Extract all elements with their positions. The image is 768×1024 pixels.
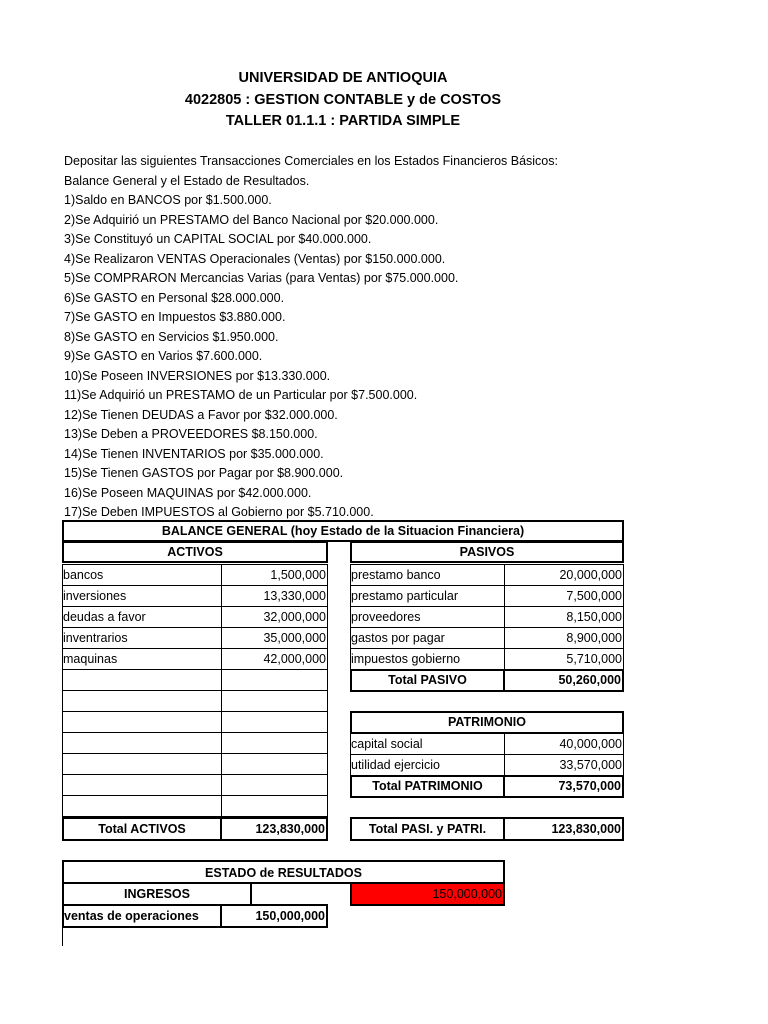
instruction-line: 8)Se GASTO en Servicios $1.950.000. [64, 329, 279, 344]
total-activos-label: Total ACTIVOS [62, 817, 222, 841]
total-patrimonio-value: 73,570,000 [503, 775, 624, 798]
activo-label: inventrarios [62, 627, 222, 649]
ingresos-value: 150,000,000 [350, 882, 505, 906]
pasivos-header: PASIVOS [350, 541, 624, 563]
instruction-line: 17)Se Deben IMPUESTOS al Gobierno por $5.710.000. [64, 505, 374, 519]
instruction-line: 14)Se Tienen INVENTARIOS por $35.000.000. [64, 446, 324, 461]
pasivo-label: gastos por pagar [350, 627, 505, 649]
pasivo-label: impuestos gobierno [350, 648, 505, 670]
total-pasi-patri-label: Total PASI. y PATRI. [350, 817, 505, 841]
pasivo-value: 7,500,000 [504, 585, 624, 607]
pasivo-value: 5,710,000 [504, 648, 624, 670]
pasivo-value: 20,000,000 [504, 564, 624, 586]
instruction-line: 4)Se Realizaron VENTAS Operacionales (Ventas) por $150.000.000. [64, 251, 446, 266]
ventas-label: ventas de operaciones [62, 904, 222, 928]
instruction-line: 11)Se Adquirió un PRESTAMO de un Particular por $7.500.000. [64, 388, 418, 402]
instruction-line: Balance General y el Estado de Resultados. [64, 173, 310, 188]
pasivo-label: prestamo banco [350, 564, 505, 586]
pasivo-label: proveedores [350, 606, 505, 628]
total-activos-value: 123,830,000 [220, 817, 328, 841]
empty-cell [62, 732, 222, 754]
instructions-list [64, 152, 558, 523]
empty-cell [62, 795, 222, 817]
activo-value: 32,000,000 [221, 606, 328, 628]
empty-cell [221, 690, 328, 712]
activo-label: bancos [62, 564, 222, 586]
empty-cell [62, 774, 222, 796]
instruction-line: 1)Saldo en BANCOS por $1.500.000. [64, 193, 272, 207]
activo-value: 1,500,000 [221, 564, 328, 586]
total-patrimonio-label: Total PATRIMONIO [350, 775, 505, 798]
instruction-line: 10)Se Poseen INVERSIONES por $13.330.000. [64, 368, 331, 383]
activo-label: deudas a favor [62, 606, 222, 628]
total-pasi-patri-value: 123,830,000 [503, 817, 624, 841]
activo-value: 42,000,000 [221, 648, 328, 670]
workshop-title: TALLER 01.1.1 : PARTIDA SIMPLE [225, 113, 461, 129]
empty-cell [221, 795, 328, 817]
total-pasivo-value: 50,260,000 [503, 669, 624, 692]
activo-label: maquinas [62, 648, 222, 670]
empty-cell [62, 669, 222, 691]
instruction-line: 9)Se GASTO en Varios $7.600.000. [64, 349, 263, 363]
instruction-line: 5)Se COMPRARON Mercancias Varias (para Ventas) por $75.000.000. [64, 271, 459, 285]
activo-value: 35,000,000 [221, 627, 328, 649]
instruction-line: 16)Se Poseen MAQUINAS por $42.000.000. [64, 485, 312, 500]
instruction-line: 7)Se GASTO en Impuestos $3.880.000. [64, 310, 286, 324]
patrimonio-value: 33,570,000 [504, 754, 624, 776]
pasivo-label: prestamo particular [350, 585, 505, 607]
resultados-title: ESTADO de RESULTADOS [62, 860, 505, 884]
empty-cell [62, 690, 222, 712]
empty-cell [221, 753, 328, 775]
university-title: UNIVERSIDAD DE ANTIOQUIA [238, 70, 448, 86]
empty-cell [62, 711, 222, 733]
patrimonio-label: capital social [350, 733, 505, 755]
patrimonio-value: 40,000,000 [504, 733, 624, 755]
instruction-line: 15)Se Tienen GASTOS por Pagar por $8.900.000. [64, 466, 344, 480]
patrimonio-label: utilidad ejercicio [350, 754, 505, 776]
ingresos-label: INGRESOS [62, 882, 252, 906]
empty-cell [62, 753, 222, 775]
instruction-line: 6)Se GASTO en Personal $28.000.000. [64, 290, 285, 305]
activos-header: ACTIVOS [62, 541, 328, 563]
ventas-value: 150,000,000 [220, 904, 328, 928]
table-border-line [62, 926, 63, 946]
instruction-line: 2)Se Adquirió un PRESTAMO del Banco Nacional por $20.000.000. [64, 212, 439, 227]
total-pasivo-label: Total PASIVO [350, 669, 505, 692]
pasivo-value: 8,900,000 [504, 627, 624, 649]
empty-cell [221, 669, 328, 691]
empty-cell [221, 732, 328, 754]
patrimonio-header: PATRIMONIO [350, 711, 624, 734]
instruction-line: 12)Se Tienen DEUDAS a Favor por $32.000.000. [64, 407, 338, 422]
instruction-line: 3)Se Constituyó un CAPITAL SOCIAL por $40.000.000. [64, 232, 372, 246]
activo-label: inversiones [62, 585, 222, 607]
balance-title: BALANCE GENERAL (hoy Estado de la Situacion Financiera) [62, 520, 624, 542]
instruction-line: 13)Se Deben a PROVEEDORES $8.150.000. [64, 427, 318, 441]
course-title: 4022805 : GESTION CONTABLE y de COSTOS [184, 92, 502, 108]
pasivo-value: 8,150,000 [504, 606, 624, 628]
instruction-line: Depositar las siguientes Transacciones Comerciales en los Estados Financieros Básicos: [64, 154, 558, 168]
activo-value: 13,330,000 [221, 585, 328, 607]
empty-cell [221, 711, 328, 733]
empty-cell [221, 774, 328, 796]
